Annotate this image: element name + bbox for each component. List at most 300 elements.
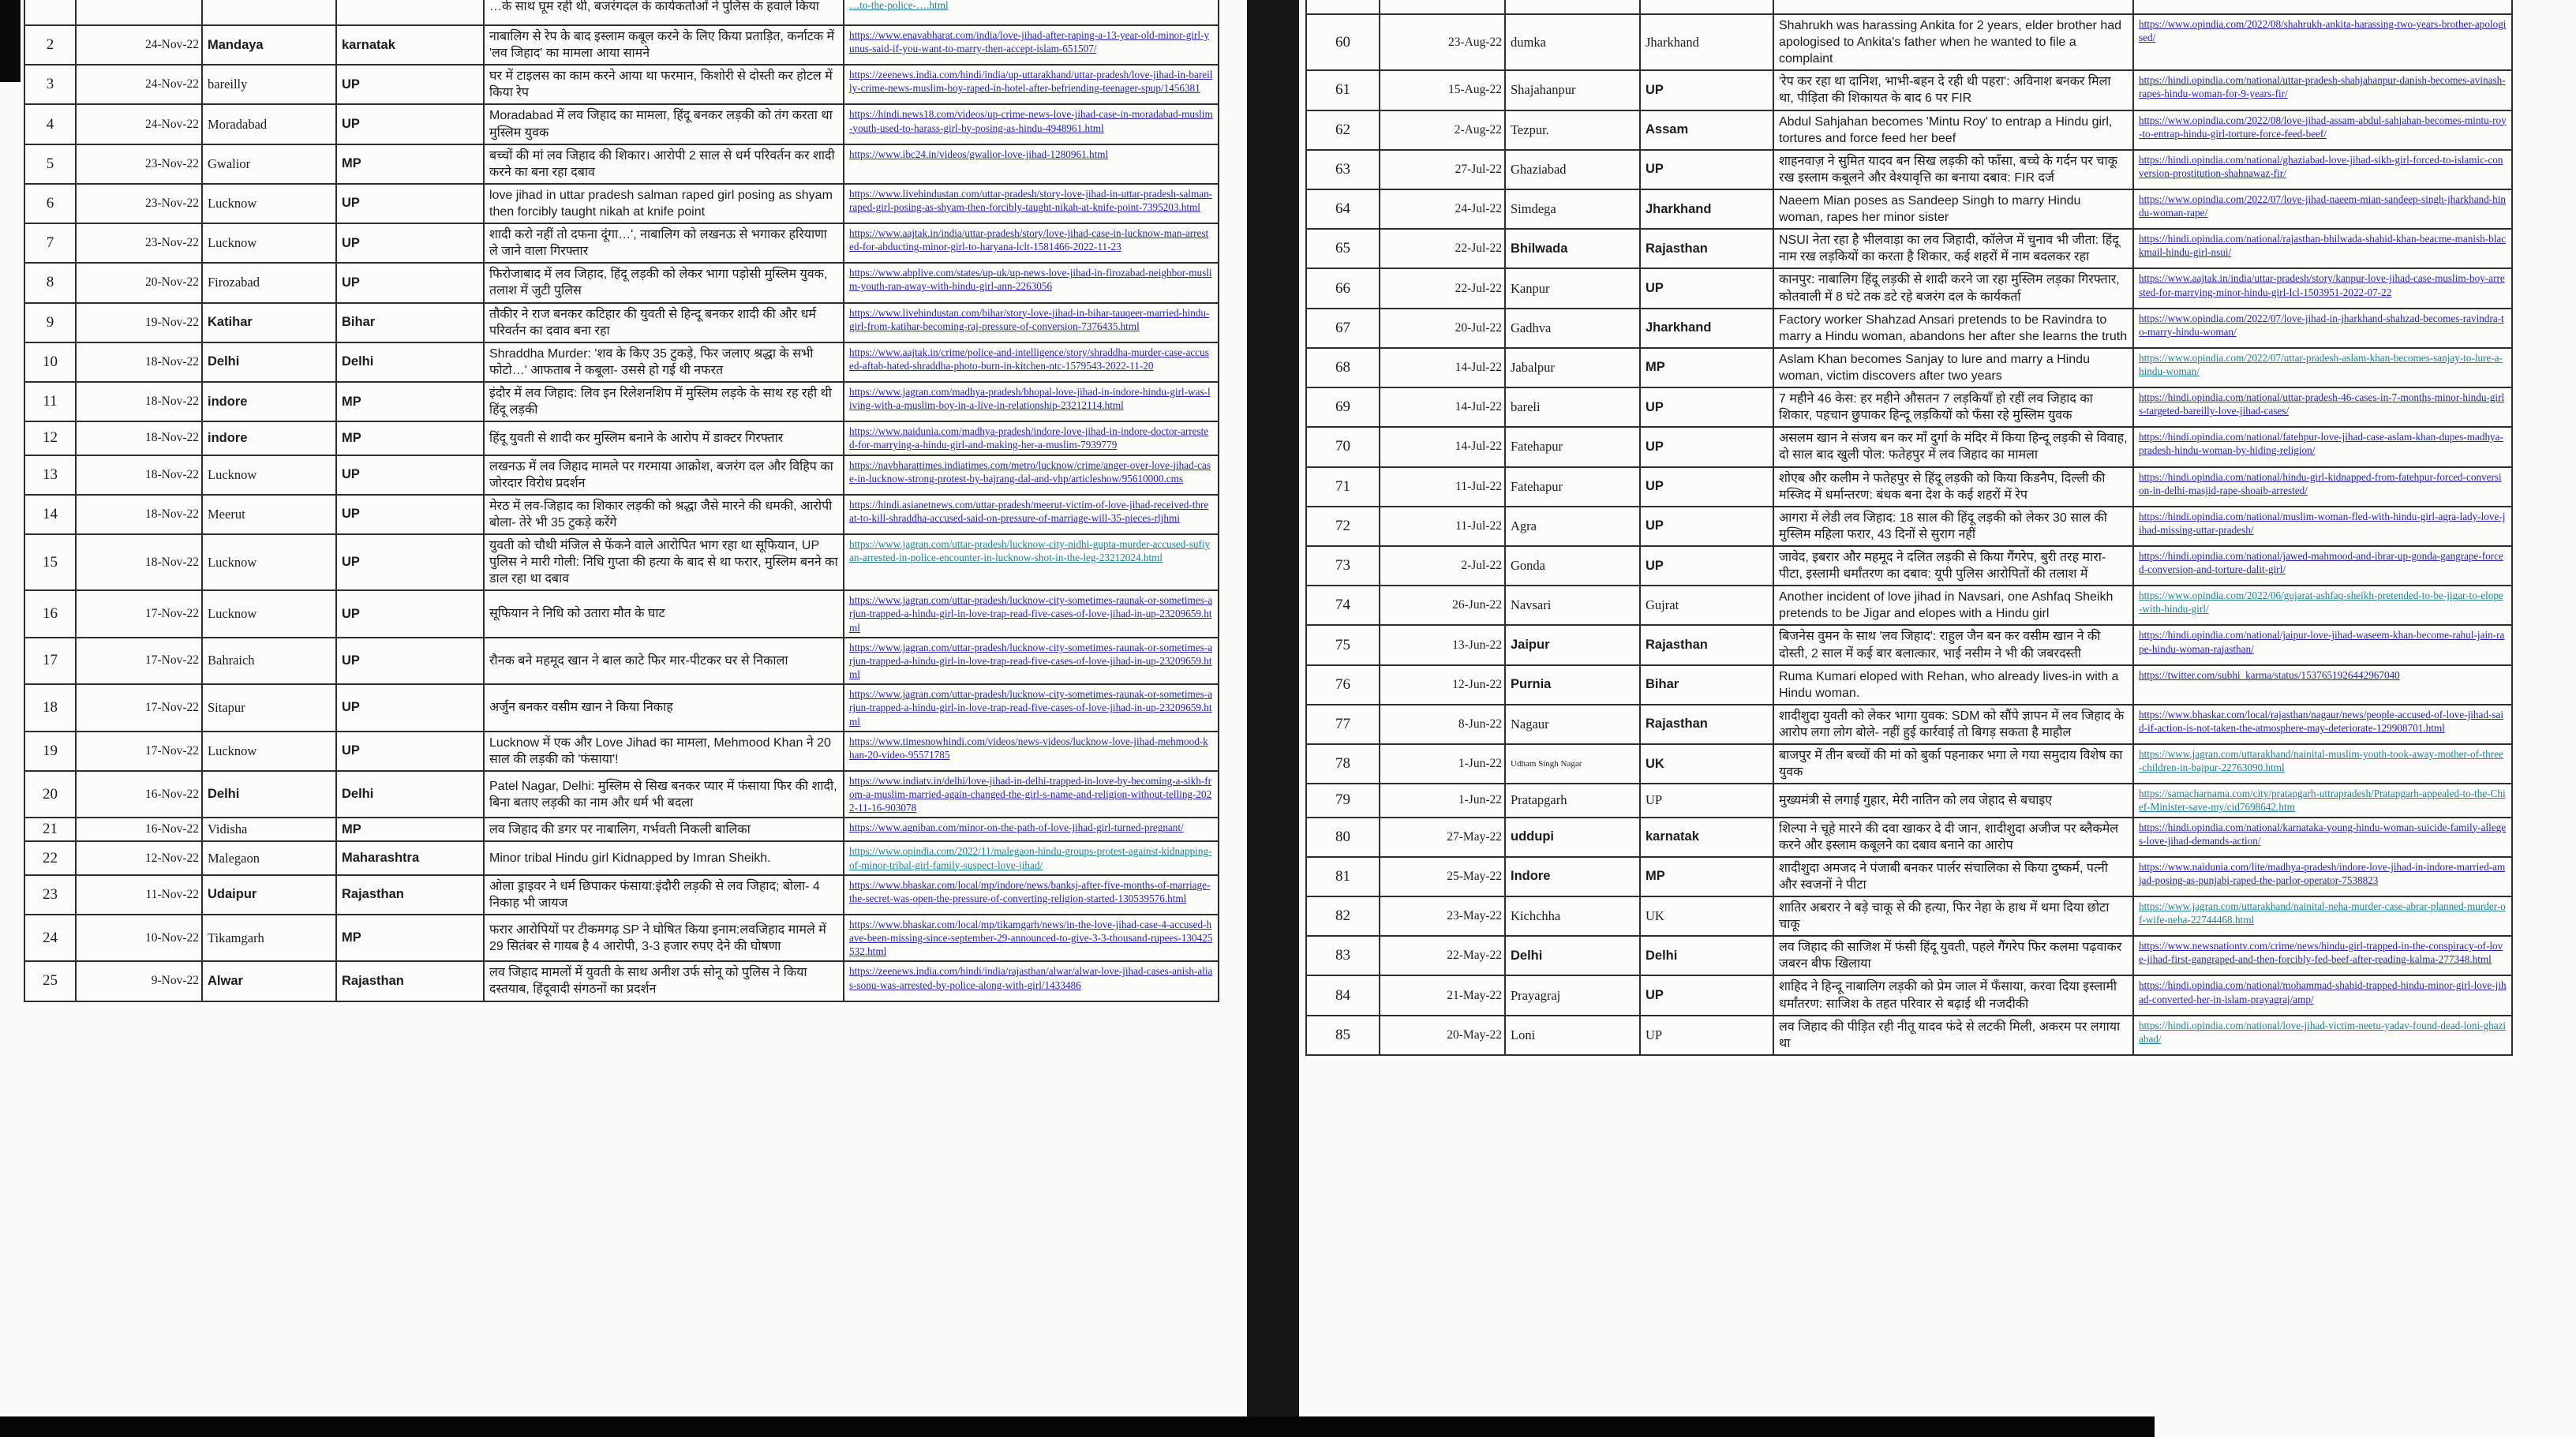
article-link[interactable]: https://www.bhaskar.com/local/mp/indore/news/banksj-after-five-months-of-marriage-the-secret-was-open-the-pressure-of-converting-religion-started-130539576.html <box>849 878 1211 904</box>
row-url-cell <box>844 104 1219 144</box>
table-row <box>1306 70 2512 110</box>
row-city: dumka <box>1505 14 1640 70</box>
row-state: UP <box>336 455 484 495</box>
row-description: शातिर अबरार ने बड़े चाकू से की हत्या, फिर नेहा के हाथ में थमा दिया छोटा चाकू <box>1773 896 2133 936</box>
table-row <box>24 184 1219 223</box>
article-link[interactable]: https://www.livehindustan.com/bihar/story-love-jihad-in-bihar-tauqeer-married-hindu-girl-from-katihar-becoming-raj-pressure-of-conversion-7376435.html <box>849 306 1210 332</box>
article-link[interactable]: https://www.bhaskar.com/local/rajasthan/nagaur/news/people-accused-of-love-jihad-said-if-action-is-not-taken-the-atmosphere-may-deteriorate-129908701.html <box>2139 708 2504 734</box>
row-number: 3 <box>24 65 76 104</box>
row-description: मुख्यमंत्री से लगाई गुहार, मेरी नातिन को लव जेहाद से बचाइए <box>1773 784 2133 817</box>
row-url-cell <box>844 0 1219 25</box>
row-city: Simdega <box>1505 189 1640 229</box>
row-description: शिल्पा ने चूहे मारने की दवा खाकर दे दी जान, शादीशुदा अजीज पर ब्लैकमेल करने और इस्लाम कबूलने का दबाव बनाने का आरोप <box>1773 818 2133 857</box>
row-url-cell <box>844 771 1219 818</box>
article-link[interactable]: https://www.bhaskar.com/local/mp/tikamgarh/news/in-the-love-jihad-case-4-accused-have-been-missing-since-september-29-announced-to-give-3-3-thousand-rupees-130425532.html <box>849 918 1213 958</box>
article-link[interactable]: https://www.abplive.com/states/up-uk/up-news-love-jihad-in-firozabad-neighbor-muslim-youth-ran-away-with-hindu-girl-ann-2263056 <box>849 267 1212 293</box>
row-state <box>1640 0 1773 14</box>
row-description: Shahrukh was harassing Ankita for 2 years, elder brother had apologised to Ankita's father when he wanted to file a complaint <box>1773 14 2133 70</box>
row-city: Tezpur. <box>1505 110 1640 150</box>
article-link[interactable]: https://www.jagran.com/uttarakhand/nainital-neha-murder-case-abrar-planned-murder-of-wife-neha-22744468.html <box>2139 900 2506 926</box>
row-city: Gonda <box>1505 546 1640 586</box>
row-date: 14-Jul-22 <box>1380 348 1505 387</box>
row-date: 14-Jul-22 <box>1380 387 1505 427</box>
row-url-cell <box>2133 348 2512 387</box>
table-row <box>1306 348 2512 387</box>
row-date: 25-May-22 <box>1380 857 1505 896</box>
row-date: 14-Jul-22 <box>1380 427 1505 466</box>
row-url-cell <box>844 841 1219 874</box>
row-state: Delhi <box>336 771 484 818</box>
article-link[interactable]: …to-the-police-….html <box>849 0 949 11</box>
row-date <box>76 0 202 25</box>
table-row <box>24 223 1219 263</box>
row-state: UP <box>336 534 484 590</box>
row-date: 18-Nov-22 <box>76 455 202 495</box>
row-state: UP <box>1640 150 1773 189</box>
row-city: bareilly <box>202 65 336 104</box>
article-link[interactable]: https://www.enavabharat.com/india/love-jihad-after-raping-a-13-year-old-minor-girl-yunus-said-if-you-want-to-marry-then-accept-islam-651507/ <box>849 29 1210 55</box>
row-url-cell <box>2133 744 2512 784</box>
row-city: Kichchha <box>1505 896 1640 936</box>
article-link[interactable]: https://www.opindia.com/2022/11/malegaon-hindu-groups-protest-against-kidnapping-of-minor-tribal-girl-family-suspect-love-jihad/ <box>849 845 1212 871</box>
scan-edge-artifact-top-left <box>0 0 21 82</box>
row-date: 1-Jun-22 <box>1380 784 1505 817</box>
row-number: 4 <box>24 104 76 144</box>
row-state <box>336 0 484 25</box>
article-link[interactable]: https://www.jagran.com/uttar-pradesh/lucknow-city-nidhi-gupta-murder-accused-sufiyan-arrested-in-police-encounter-in-lucknow-shot-in-the-leg-23212024.html <box>849 537 1211 564</box>
table-row <box>1306 0 2512 14</box>
table-row <box>24 342 1219 382</box>
table-row <box>1306 936 2512 975</box>
article-link[interactable]: https://www.ibc24.in/videos/gwalior-love-jihad-1280961.html <box>849 148 1109 160</box>
table-row <box>24 495 1219 534</box>
row-state: Rajasthan <box>1640 229 1773 268</box>
row-city: Lucknow <box>202 534 336 590</box>
row-description: फिरोजाबाद में लव जिहाद, हिंदू लड़की को लेकर भागा पड़ोसी मुस्लिम युवक, तलाश में जुटी पुलिस <box>484 263 844 302</box>
table-row <box>1306 507 2512 546</box>
row-number: 71 <box>1306 467 1380 507</box>
table-row <box>24 771 1219 818</box>
article-link[interactable]: https://samacharnama.com/city/pratapgarh-uttrapradesh/Pratapgarh-appealed-to-the-Chief-Minister-save-my/cid7698642.htm <box>2139 788 2506 814</box>
row-city: Bahraich <box>202 638 336 684</box>
row-url-cell <box>2133 189 2512 229</box>
row-description: शाहिद ने हिन्दू नाबालिग लड़की को प्रेम जाल में फँसाया, करवा दिया इस्लामी धर्मांतरण: साजिश के तहत परिवार से बढ़ाई थी नजदीकी <box>1773 975 2133 1015</box>
table-row <box>24 590 1219 637</box>
row-city: Pratapgarh <box>1505 784 1640 817</box>
right-incident-table <box>1305 0 2513 1056</box>
row-url-cell <box>2133 586 2512 625</box>
article-link[interactable]: https://hindi.opindia.com/national/hindu-girl-kidnapped-from-fatehpur-forced-conversion-in-delhi-masjid-rape-shoaib-arrested/ <box>2139 470 2502 496</box>
table-row <box>24 818 1219 841</box>
row-url-cell <box>2133 268 2512 308</box>
row-date: 17-Nov-22 <box>76 638 202 684</box>
row-description: Shraddha Murder: 'शव के किए 35 टुकड़े, फिर जलाए श्रद्धा के सभी फोटो…' आफताब ने कबूला- उससे हो गई थी नफरत <box>484 342 844 382</box>
row-number: 81 <box>1306 857 1380 896</box>
article-link[interactable]: https://hindi.opindia.com/national/fatehpur-love-jihad-case-aslam-khan-dupes-madhya-pradesh-hindu-woman-by-hiding-religion/ <box>2139 431 2503 457</box>
row-description: फरार आरोपियों पर टीकमगढ़ SP ने घोषित किया इनाम:लवजिहाद मामले में 29 सितंबर से गायब है 4 आरोपी, 3-3 हजार रुपए देने की घोषणा <box>484 915 844 961</box>
row-description: ओला ड्राइवर ने धर्म छिपाकर फंसाया:इंदौरी लड़की से लव जिहाद; बोला- 4 निकाह भी जायज <box>484 875 844 915</box>
row-description: लव जिहाद मामलों में युवती के साथ अनीश उर्फ सोनू को पुलिस ने किया दस्तयाब, हिंदूवादी संगठनों का प्रदर्शन <box>484 961 844 1001</box>
article-link[interactable]: https://www.timesnowhindi.com/videos/news-videos/lucknow-love-jihad-mehmood-khan-20-video-95571785 <box>849 735 1208 761</box>
table-row <box>1306 268 2512 308</box>
row-state: UP <box>1640 427 1773 466</box>
row-description <box>1773 0 2133 14</box>
row-state: UP <box>336 65 484 104</box>
table-row <box>1306 665 2512 705</box>
row-state: Bihar <box>336 303 484 342</box>
row-date: 16-Nov-22 <box>76 771 202 818</box>
table-row <box>1306 110 2512 150</box>
row-city: Navsari <box>1505 586 1640 625</box>
row-city: uddupi <box>1505 818 1640 857</box>
row-date: 13-Jun-22 <box>1380 625 1505 664</box>
row-city: Fatehapur <box>1505 427 1640 466</box>
article-link[interactable]: https://hindi.opindia.com/national/muslim-woman-fled-with-hindu-girl-agra-lady-love-jihad-missing-uttar-pradesh/ <box>2139 510 2506 536</box>
article-link[interactable]: https://www.livehindustan.com/uttar-pradesh/story-love-jihad-in-uttar-pradesh-salman-raped-girl-posing-as-shyam-then-forcibly-taught-nikah-at-knife-point-7395203.html <box>849 187 1213 214</box>
table-row <box>24 144 1219 184</box>
row-number: 16 <box>24 590 76 637</box>
row-city: Meerut <box>202 495 336 534</box>
article-link[interactable]: https://www.opindia.com/2022/07/love-jihad-in-jharkhand-shahzad-becomes-ravindra-to-marry-hindu-woman/ <box>2139 312 2504 338</box>
row-state: Rajasthan <box>1640 625 1773 664</box>
row-description: अर्जुन बनकर वसीम खान ने किया निकाह <box>484 684 844 731</box>
article-link[interactable]: https://hindi.opindia.com/national/mohammad-shahid-trapped-hindu-minor-girl-love-jihad-converted-her-in-islam-prayagraj/amp/ <box>2139 979 2507 1005</box>
table-row <box>1306 586 2512 625</box>
table-row <box>24 65 1219 104</box>
article-link[interactable]: https://hindi.opindia.com/national/ghaziabad-love-jihad-sikh-girl-forced-to-islamic-conversion-prostitution-shahnawaz-fir/ <box>2139 153 2503 179</box>
row-number: 68 <box>1306 348 1380 387</box>
row-date: 21-May-22 <box>1380 975 1505 1015</box>
row-number: 2 <box>24 25 76 65</box>
table-row <box>24 732 1219 771</box>
row-date: 10-Nov-22 <box>76 915 202 961</box>
article-link[interactable]: https://www.opindia.com/2022/08/shahrukh-ankita-harassing-two-years-brother-apologised/ <box>2139 18 2507 44</box>
table-row <box>1306 467 2512 507</box>
row-state: UP <box>336 638 484 684</box>
row-description: 'रेप कर रहा था दानिश, भाभी-बहन दे रही थी पहरा': अविनाश बनकर मिला था, पीड़िता की शिकायत के बाद 6 पर FIR <box>1773 70 2133 110</box>
row-number: 65 <box>1306 229 1380 268</box>
row-number: 17 <box>24 638 76 684</box>
article-link[interactable]: https://www.newsnationtv.com/crime/news/hindu-girl-trapped-in-the-conspiracy-of-love-jihad-first-gangraped-and-then-forcibly-fed-beef-after-reading-kalma-277348.html <box>2139 940 2503 966</box>
row-url-cell <box>2133 0 2512 14</box>
table-row <box>1306 189 2512 229</box>
row-city <box>1505 0 1640 14</box>
row-number: 64 <box>1306 189 1380 229</box>
row-description: Ruma Kumari eloped with Rehan, who already lives-in with a Hindu woman. <box>1773 665 2133 705</box>
table-row <box>24 638 1219 684</box>
row-description: 7 महीने 46 केस: हर महीने औसतन 7 लड़कियाँ हो रहीं लव जिहाद का शिकार, पहचान छुपाकर हिन्दू लड़कियों को फँसा रहे मुस्लिम युवक <box>1773 387 2133 427</box>
row-city: Lucknow <box>202 455 336 495</box>
row-description: जावेद, इबरार और महमूद ने दलित लड़की से किया गैंगरेप, बुरी तरह मारा-पीटा, इस्लामी धर्मांतरण का दबाव: यूपी पुलिस आरोपितों की तलाश में <box>1773 546 2133 586</box>
row-description: शादीशुदा युवती को लेकर भागा युवक: SDM को सौंपे ज्ञापन में लव जिहाद के आरोप लगा लोग बोले- नहीं हुई कार्रवाई तो बिगड़ सकता है माहौल <box>1773 705 2133 744</box>
row-url-cell <box>2133 387 2512 427</box>
row-url-cell <box>844 732 1219 771</box>
table-row <box>24 382 1219 421</box>
article-link[interactable]: https://hindi.asianetnews.com/uttar-pradesh/meerut-victim-of-love-jihad-received-threat-to-kill-shraddha-accused-said-on-pressure-of-marriage-will-35-pieces-rljhmi <box>849 498 1209 524</box>
table-row <box>1306 309 2512 348</box>
row-number: 22 <box>24 841 76 874</box>
row-city: bareli <box>1505 387 1640 427</box>
table-row <box>24 263 1219 302</box>
table-row <box>1306 896 2512 936</box>
row-number: 8 <box>24 263 76 302</box>
table-row <box>24 875 1219 915</box>
article-link[interactable]: https://www.aajtak.in/india/uttar-pradesh/story/love-jihad-case-in-lucknow-man-arrested-for-abducting-minor-girl-to-haryana-lclt-1581466-2022-11-23 <box>849 227 1209 253</box>
row-url-cell <box>844 144 1219 184</box>
row-date: 2-Jul-22 <box>1380 546 1505 586</box>
table-row <box>24 421 1219 455</box>
row-date: 12-Nov-22 <box>76 841 202 874</box>
row-date: 11-Jul-22 <box>1380 507 1505 546</box>
row-city: Indore <box>1505 857 1640 896</box>
row-state: UP <box>1640 70 1773 110</box>
article-link[interactable]: https://hindi.opindia.com/national/rajasthan-bhilwada-shahid-khan-beacme-manish-blackmail-hindu-girl-nsui/ <box>2139 233 2507 259</box>
row-date: 15-Aug-22 <box>1380 70 1505 110</box>
row-state: MP <box>336 144 484 184</box>
article-link[interactable]: https://zeenews.india.com/hindi/india/up-uttarakhand/uttar-pradesh/love-jihad-in-bareilly-crime-news-muslim-boy-raped-in-hotel-after-befriending-teenager-spup/1456381 <box>849 69 1213 95</box>
row-state: Assam <box>1640 110 1773 150</box>
row-state: Rajasthan <box>336 961 484 1001</box>
row-number: 15 <box>24 534 76 590</box>
row-url-cell <box>844 684 1219 731</box>
row-city: Tikamgarh <box>202 915 336 961</box>
table-row <box>24 25 1219 65</box>
row-description: लखनऊ में लव जिहाद मामले पर गरमाया आक्रोश, बजरंग दल और विहिप का जोरदार विरोध प्रदर्शन <box>484 455 844 495</box>
scan-edge-artifact-bottom <box>0 1416 2155 1437</box>
row-state: UP <box>1640 387 1773 427</box>
row-city: Lucknow <box>202 223 336 263</box>
row-description: लव जिहाद की साजिश में फंसी हिंदू युवती, पहले गैंगरेप फिर कलमा पढ़वाकर जबरन बीफ खिलाया <box>1773 936 2133 975</box>
table-row <box>1306 1016 2512 1055</box>
row-date: 23-May-22 <box>1380 896 1505 936</box>
row-url-cell <box>2133 150 2512 189</box>
article-link[interactable]: https://www.agniban.com/minor-on-the-path-of-love-jihad-girl-turned-pregnant/ <box>849 821 1184 834</box>
article-link[interactable]: https://www.jagran.com/uttar-pradesh/lucknow-city-sometimes-raunak-or-sometimes-arjun-trapped-a-hindu-girl-in-love-trap-read-five-cases-of-love-jihad-in-up-23209659.html <box>849 641 1213 681</box>
row-city: Loni <box>1505 1016 1640 1055</box>
row-state: karnatak <box>1640 818 1773 857</box>
article-link[interactable]: https://zeenews.india.com/hindi/india/rajasthan/alwar/alwar-love-jihad-cases-anish-alias-sonu-was-arrested-by-police-along-with-girl/1433486 <box>849 965 1213 991</box>
row-url-cell <box>2133 936 2512 975</box>
row-date: 17-Nov-22 <box>76 732 202 771</box>
row-number: 23 <box>24 875 76 915</box>
row-date: 11-Jul-22 <box>1380 467 1505 507</box>
row-number: 82 <box>1306 896 1380 936</box>
row-city: Prayagraj <box>1505 975 1640 1015</box>
row-url-cell <box>844 875 1219 915</box>
row-url-cell <box>844 263 1219 302</box>
row-city: Nagaur <box>1505 705 1640 744</box>
row-url-cell <box>844 25 1219 65</box>
row-description: बाजपुर में तीन बच्चों की मां को बुर्का पहनाकर भगा ले गया समुदाय विशेष का युवक <box>1773 744 2133 784</box>
row-description: …के साथ घूम रही थी, बजरंगदल के कार्यकर्ताओं ने पुलिस के हवाले किया <box>484 0 844 25</box>
row-city: Udaipur <box>202 875 336 915</box>
article-link[interactable]: https://hindi.opindia.com/national/jawed-mahmood-and-ibrar-up-gonda-gangrape-forced-conversion-and-torture-dalit-girl/ <box>2139 549 2503 576</box>
row-city: Katihar <box>202 303 336 342</box>
row-date: 23-Nov-22 <box>76 184 202 223</box>
article-link[interactable]: https://www.naidunia.com/lite/madhya-pradesh/indore-love-jihad-in-indore-married-amjad-posing-as-punjabi-raped-the-parlor-operator-7538823 <box>2139 860 2506 886</box>
table-row <box>24 455 1219 495</box>
article-link[interactable]: https://www.opindia.com/2022/08/love-jihad-assam-abdul-sahjahan-becomes-mintu-roy-to-entrap-hindu-girl-torture-force-feed-beef/ <box>2139 114 2507 140</box>
article-link[interactable]: https://hindi.opindia.com/national/uttar-pradesh-shahjahanpur-danish-becomes-avinash-rapes-hindu-woman-for-9-years-fir/ <box>2139 74 2506 100</box>
table-row <box>1306 975 2512 1015</box>
row-date: 16-Nov-22 <box>76 818 202 841</box>
row-state: UP <box>336 184 484 223</box>
table-row <box>24 684 1219 731</box>
row-number: 72 <box>1306 507 1380 546</box>
row-state: Gujrat <box>1640 586 1773 625</box>
row-description: मेरठ में लव-जिहाद का शिकार लड़की को श्रद्धा जैसे मारने की धमकी, आरोपी बोला- तेरे भी 35 टुकड़े करेंगे <box>484 495 844 534</box>
article-link[interactable]: https://www.aajtak.in/india/uttar-pradesh/story/kanpur-love-jihad-case-muslim-boy-arrested-for-marrying-minor-hindu-girl-lcl-1503951-2022-07-22 <box>2139 272 2505 298</box>
row-date: 12-Jun-22 <box>1380 665 1505 705</box>
row-city: Jaipur <box>1505 625 1640 664</box>
row-date: 26-Jun-22 <box>1380 586 1505 625</box>
table-row <box>1306 705 2512 744</box>
row-state: Bihar <box>1640 665 1773 705</box>
row-number: 85 <box>1306 1016 1380 1055</box>
row-state: MP <box>336 818 484 841</box>
article-link[interactable]: https://www.jagran.com/uttarakhand/nainital-muslim-youth-took-away-mother-of-three-children-in-bajpur-22763090.html <box>2139 748 2503 774</box>
row-url-cell <box>2133 818 2512 857</box>
article-link[interactable]: https://www.jagran.com/madhya-pradesh/bhopal-love-jihad-in-indore-hindu-girl-was-living-with-a-muslim-boy-in-a-live-in-relationship-23212114.html <box>849 385 1211 412</box>
row-description: Another incident of love jihad in Navsari, one Ashfaq Sheikh pretends to be Jigar and elopes with a Hindu girl <box>1773 586 2133 625</box>
row-date: 24-Nov-22 <box>76 25 202 65</box>
row-number: 73 <box>1306 546 1380 586</box>
row-number: 7 <box>24 223 76 263</box>
row-city: Lucknow <box>202 590 336 637</box>
row-state: UP <box>336 590 484 637</box>
row-number: 61 <box>1306 70 1380 110</box>
row-url-cell <box>2133 427 2512 466</box>
row-date: 17-Nov-22 <box>76 590 202 637</box>
row-description: तौकीर ने राज बनकर कटिहार की युवती से हिन्दू बनकर शादी की और धर्म परिवर्तन का दवाव बना रहा <box>484 303 844 342</box>
row-url-cell <box>844 382 1219 421</box>
row-date: 17-Nov-22 <box>76 684 202 731</box>
row-description: आगरा में लेडी लव जिहाद: 18 साल की हिंदू लड़की को लेकर 30 साल की मुस्लिम महिला फरार, 43 दिनों से सुराग नहीं <box>1773 507 2133 546</box>
table-row <box>1306 784 2512 817</box>
table-row <box>1306 857 2512 896</box>
article-link[interactable]: https://www.aajtak.in/crime/police-and-intelligence/story/shraddha-murder-case-accused-aftab-hated-shraddha-photo-burn-in-kitchen-ntc-1579543-2022-11-20 <box>849 346 1209 372</box>
row-state: Jharkhand <box>1640 309 1773 348</box>
row-number <box>24 0 76 25</box>
article-link[interactable]: https://www.opindia.com/2022/07/love-jihad-naeem-mian-sandeep-singh-jharkhand-hindu-woman-rape/ <box>2139 193 2506 219</box>
row-description: घर में टाइलस का काम करने आया था फरमान, किशोरी से दोस्ती कर होटल में किया रेप <box>484 65 844 104</box>
table-row <box>1306 150 2512 189</box>
article-link[interactable]: https://hindi.opindia.com/national/karnataka-young-hindu-woman-suicide-family-alleges-love-jihad-demands-action/ <box>2139 821 2507 847</box>
article-link[interactable]: https://hindi.opindia.com/national/uttar-pradesh-46-cases-in-7-months-minor-hindu-girls-targeted-bareilly-love-jihad-cases/ <box>2139 391 2505 417</box>
table-row <box>1306 744 2512 784</box>
row-number: 78 <box>1306 744 1380 784</box>
row-url-cell <box>844 184 1219 223</box>
article-link[interactable]: https://twitter.com/subhi_karma/status/1537651926442967040 <box>2139 668 2400 681</box>
row-number: 11 <box>24 382 76 421</box>
row-url-cell <box>2133 70 2512 110</box>
row-number: 77 <box>1306 705 1380 744</box>
article-link[interactable]: https://navbharattimes.indiatimes.com/metro/lucknow/crime/anger-over-love-jihad-case-in-lucknow-strong-protest-by-bajrang-dal-and-vhp/articleshow/95610000.cms <box>849 458 1211 485</box>
row-url-cell <box>2133 705 2512 744</box>
row-number: 83 <box>1306 936 1380 975</box>
row-city <box>202 0 336 25</box>
row-number: 24 <box>24 915 76 961</box>
table-row <box>1306 818 2512 857</box>
table-row <box>1306 625 2512 664</box>
row-url-cell <box>2133 14 2512 70</box>
row-date: 18-Nov-22 <box>76 382 202 421</box>
row-number: 80 <box>1306 818 1380 857</box>
row-url-cell <box>844 421 1219 455</box>
row-city: Delhi <box>1505 936 1640 975</box>
row-date: 24-Jul-22 <box>1380 189 1505 229</box>
row-state: Rajasthan <box>336 875 484 915</box>
row-city: Shajahanpur <box>1505 70 1640 110</box>
row-date: 18-Nov-22 <box>76 534 202 590</box>
article-link[interactable]: https://hindi.opindia.com/national/jaipur-love-jihad-waseem-khan-become-rahul-jain-rape-hindu-woman-rajasthan/ <box>2139 629 2505 655</box>
row-number: 74 <box>1306 586 1380 625</box>
left-page <box>0 0 1247 1437</box>
row-url-cell <box>844 534 1219 590</box>
row-city: Sitapur <box>202 684 336 731</box>
row-url-cell <box>2133 229 2512 268</box>
table-row <box>24 841 1219 874</box>
article-link[interactable]: https://www.jagran.com/uttar-pradesh/lucknow-city-sometimes-raunak-or-sometimes-arjun-trapped-a-hindu-girl-in-love-trap-read-five-cases-of-love-jihad-in-up-23209659.html <box>849 688 1213 728</box>
table-row <box>24 0 1219 25</box>
row-date: 19-Nov-22 <box>76 303 202 342</box>
row-state: Jharkhand <box>1640 189 1773 229</box>
row-city: Udham Singh Nagar <box>1505 744 1640 784</box>
row-description: रौनक बने महमूद खान ने बाल काटे फिर मार-पीटकर घर से निकाला <box>484 638 844 684</box>
row-city: Alwar <box>202 961 336 1001</box>
row-number: 60 <box>1306 14 1380 70</box>
row-description: शोएब और कलीम ने फतेहपुर से हिंदू लड़की को किया किडनैप, दिल्ली की मस्जिद में धर्मान्तरण: बंधक बना देश के कई शहरों में रेप <box>1773 467 2133 507</box>
row-description: Moradabad में लव जिहाद का मामला, हिंदू बनकर लड़की को तंग करता था मुस्लिम युवक <box>484 104 844 144</box>
row-state: UP <box>1640 546 1773 586</box>
row-city: Kanpur <box>1505 268 1640 308</box>
row-url-cell <box>2133 625 2512 664</box>
row-number: 63 <box>1306 150 1380 189</box>
row-state: UP <box>1640 784 1773 817</box>
row-url-cell <box>2133 546 2512 586</box>
row-date: 24-Nov-22 <box>76 65 202 104</box>
row-description: Abdul Sahjahan becomes 'Mintu Roy' to entrap a Hindu girl, tortures and force feed her beef <box>1773 110 2133 150</box>
article-link[interactable]: https://www.indiatv.in/delhi/love-jihad-in-delhi-trapped-in-love-by-becoming-a-sikh-from-a-muslim-married-again-changed-the-girl-s-name-and-religion-without-telling-2022-11-16-903078 <box>849 774 1212 814</box>
article-link[interactable]: https://hindi.news18.com/videos/up-crime-news-love-jihad-case-in-moradabad-muslim-youth-used-to-harass-girl-by-posing-as-hindu-4948961.html <box>849 108 1213 134</box>
row-description: Minor tribal Hindu girl Kidnapped by Imran Sheikh. <box>484 841 844 874</box>
article-link[interactable]: https://www.jagran.com/uttar-pradesh/lucknow-city-sometimes-raunak-or-sometimes-arjun-trapped-a-hindu-girl-in-love-trap-read-five-cases-of-love-jihad-in-up-23209659.html <box>849 594 1213 634</box>
row-city: Delhi <box>202 342 336 382</box>
row-state: UP <box>1640 467 1773 507</box>
article-link[interactable]: https://www.opindia.com/2022/06/gujarat-ashfaq-sheikh-pretended-to-be-jigar-to-elope-with-hindu-girl/ <box>2139 589 2503 616</box>
row-description: नाबालिग से रेप के बाद इस्लाम कबूल करने के लिए किया प्रताड़ित, कर्नाटक में 'लव जिहाद' का मामला आया सामने <box>484 25 844 65</box>
row-city: Jabalpur <box>1505 348 1640 387</box>
row-description: युवती को चौथी मंजिल से फेंकने वाले आरोपित भाग रहा था सूफियान, UP पुलिस ने मारी गोली: निधि गुप्ता की हत्या के बाद से था फरार, मुस्लिम बनने का डाल रहा था दबाव <box>484 534 844 590</box>
row-number <box>1306 0 1380 14</box>
row-description: Aslam Khan becomes Sanjay to lure and marry a Hindu woman, victim discovers after two years <box>1773 348 2133 387</box>
row-date: 20-Nov-22 <box>76 263 202 302</box>
row-state: MP <box>1640 857 1773 896</box>
row-date: 23-Aug-22 <box>1380 14 1505 70</box>
article-link[interactable]: https://www.opindia.com/2022/07/uttar-pradesh-aslam-khan-becomes-sanjay-to-lure-a-hindu-woman/ <box>2139 351 2503 378</box>
row-number: 76 <box>1306 665 1380 705</box>
row-description: Naeem Mian poses as Sandeep Singh to marry Hindu woman, rapes her minor sister <box>1773 189 2133 229</box>
article-link[interactable]: https://www.naidunia.com/madhya-pradesh/indore-love-jihad-in-indore-doctor-arrested-for-marrying-a-hindu-girl-and-making-her-a-muslim-7939779 <box>849 425 1209 451</box>
row-state: MP <box>1640 348 1773 387</box>
row-url-cell <box>844 638 1219 684</box>
table-row <box>1306 229 2512 268</box>
article-link[interactable]: https://hindi.opindia.com/national/love-jihad-victim-neetu-yadav-found-dead-loni-ghaziabad/ <box>2139 1019 2507 1045</box>
row-number: 9 <box>24 303 76 342</box>
row-city: Malegaon <box>202 841 336 874</box>
row-date: 22-Jul-22 <box>1380 268 1505 308</box>
row-city: Firozabad <box>202 263 336 302</box>
